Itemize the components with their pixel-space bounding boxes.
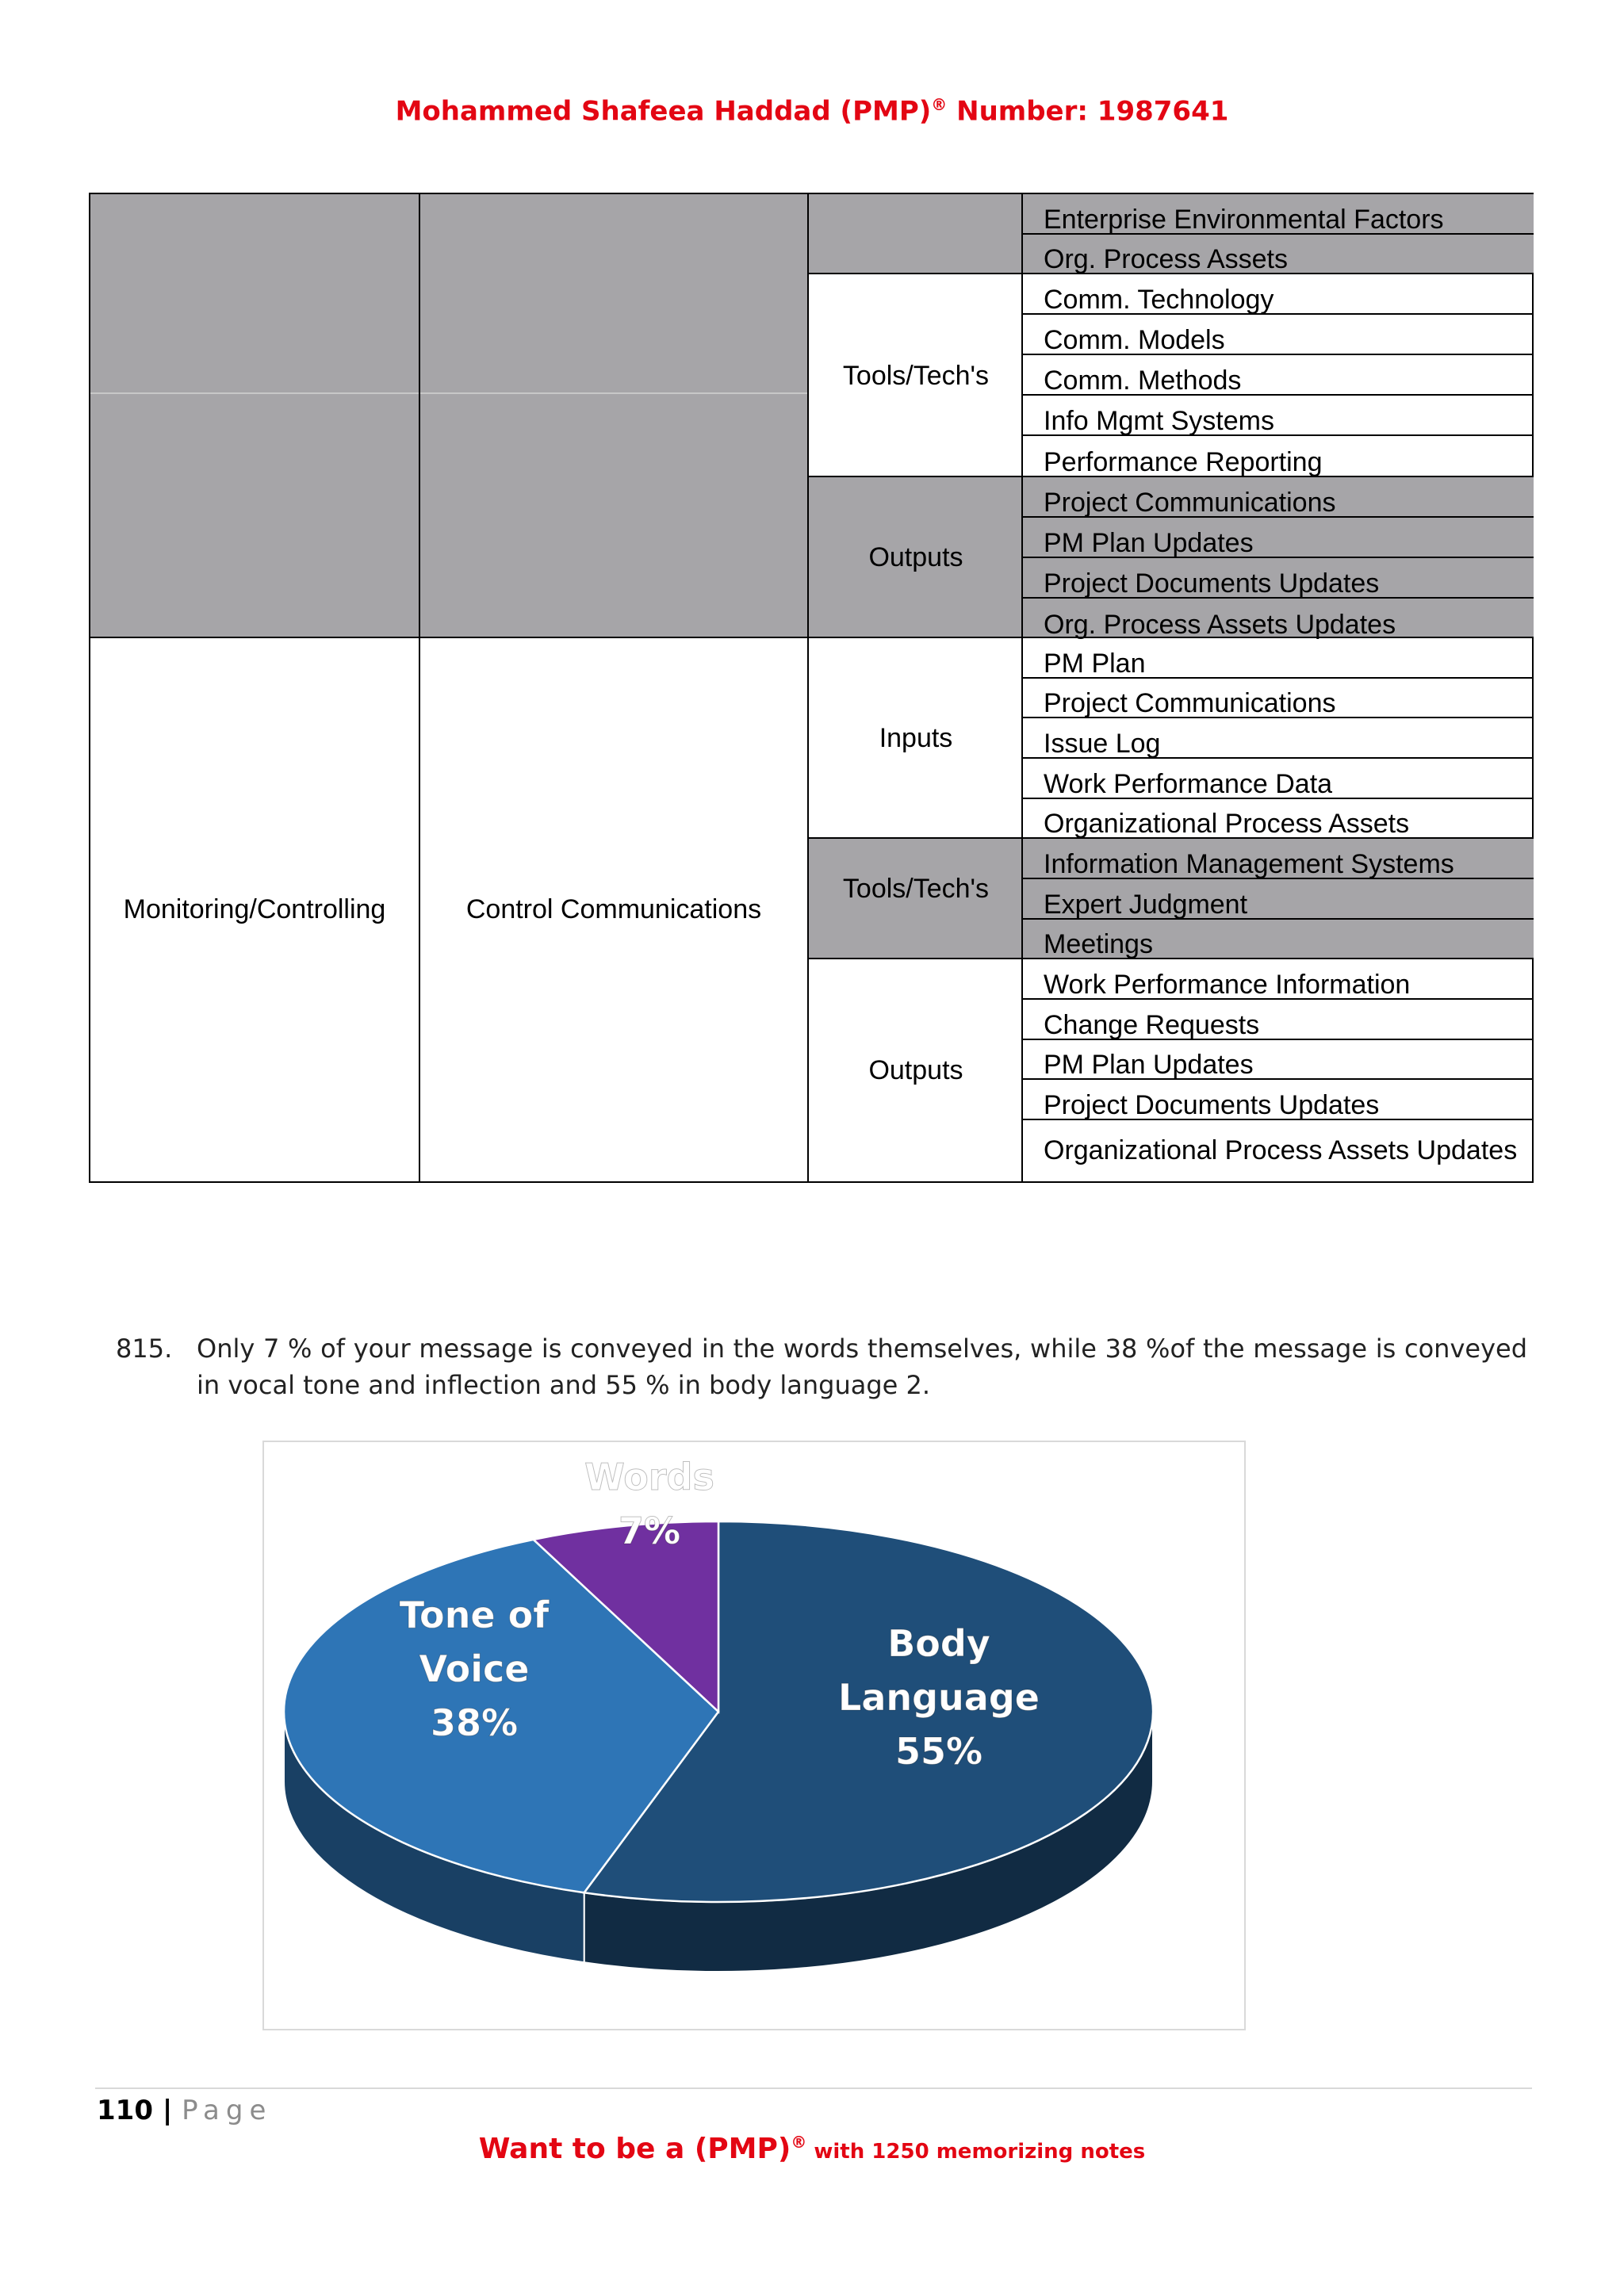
list-item: Expert Judgment <box>1023 879 1534 920</box>
document-footer <box>0 2133 1624 2165</box>
pie-chart-svg <box>264 1442 1244 2029</box>
list-item: Performance Reporting <box>1023 436 1534 477</box>
pie-label-words: 7% <box>618 1510 681 1552</box>
document-header <box>0 95 1624 127</box>
upper-gray-cols <box>90 194 809 638</box>
upper-outputs-label: Outputs <box>868 542 963 572</box>
note-text: Only 7 % of your message is conveyed in the words themselves, while 38 %of the message is conveyed in vocal tone and inflection and 55 % in body language 2. <box>197 1334 1527 1400</box>
process-table <box>89 193 1534 1183</box>
list-item: Project Documents Updates <box>1023 558 1534 599</box>
list-item: Comm. Technology <box>1023 274 1534 315</box>
header-title: Mohammed Shafeea Haddad (PMP) <box>395 95 932 128</box>
lower-tools-label: Tools/Tech's <box>842 874 990 904</box>
pie-label-tone-of-voice: Voice <box>419 1647 530 1690</box>
list-item: Issue Log <box>1023 718 1534 759</box>
lower-inputs-label: Inputs <box>879 723 953 753</box>
list-item: Org. Process Assets Updates <box>1044 610 1396 640</box>
note-paragraph <box>116 1330 1527 1403</box>
list-item: Enterprise Environmental Factors <box>1023 194 1534 235</box>
list-item: Info Mgmt Systems <box>1023 396 1534 436</box>
header-number: Number: 1987641 <box>947 95 1229 128</box>
list-item: Organizational Process Assets <box>1023 799 1534 839</box>
footer-registered-mark: ® <box>791 2133 807 2152</box>
list-item: Project Documents Updates <box>1023 1080 1534 1120</box>
lower-group-label: Monitoring/Controlling <box>123 894 386 924</box>
pie-label-body-language: 55% <box>894 1730 983 1773</box>
list-item-text: Organizational Process Assets Updates <box>1044 1135 1518 1165</box>
pie-label-body-language: Body <box>887 1622 990 1665</box>
pie-chart <box>262 1441 1246 2030</box>
list-item: Work Performance Information <box>1023 959 1534 1000</box>
upper-faint-divider <box>90 392 809 394</box>
list-item: Change Requests <box>1023 1000 1534 1040</box>
pie-label-body-language: Language <box>838 1676 1040 1719</box>
list-item: Work Performance Data <box>1023 759 1534 799</box>
footer-tagline: Want to be a (PMP) <box>478 2133 791 2165</box>
list-item: PM Plan <box>1023 638 1534 679</box>
list-item: Comm. Models <box>1023 315 1534 355</box>
list-item: Information Management Systems <box>1023 839 1534 879</box>
upper-tools-label: Tools/Tech's <box>842 360 990 391</box>
pie-label-tone-of-voice: Tone of <box>399 1594 550 1636</box>
list-item: PM Plan Updates <box>1023 518 1534 558</box>
page-word: Page <box>182 2095 273 2126</box>
registered-mark: ® <box>931 95 948 114</box>
lower-outputs-label: Outputs <box>868 1054 963 1085</box>
pie-label-tone-of-voice: 38% <box>430 1701 519 1744</box>
upper-inputs-gray <box>809 194 1023 274</box>
list-item: Org. Process Assets <box>1023 235 1534 274</box>
list-item: Meetings <box>1023 920 1534 959</box>
list-item: Project Communications <box>1023 477 1534 518</box>
list-item: Project Communications <box>1023 679 1534 718</box>
footer-rule <box>95 2087 1532 2089</box>
page-number-value: 110 <box>97 2095 153 2126</box>
lower-process-label: Control Communications <box>465 894 762 924</box>
list-item: PM Plan Updates <box>1023 1040 1534 1080</box>
note-number: 815. <box>116 1334 173 1364</box>
pie-label-words: Words <box>584 1456 714 1498</box>
page-number <box>97 2095 272 2126</box>
list-item: Comm. Methods <box>1023 355 1534 396</box>
list-item <box>1023 1120 1534 1181</box>
footer-tagline-small: with 1250 memorizing notes <box>806 2140 1146 2164</box>
page-separator: | <box>152 2095 182 2126</box>
